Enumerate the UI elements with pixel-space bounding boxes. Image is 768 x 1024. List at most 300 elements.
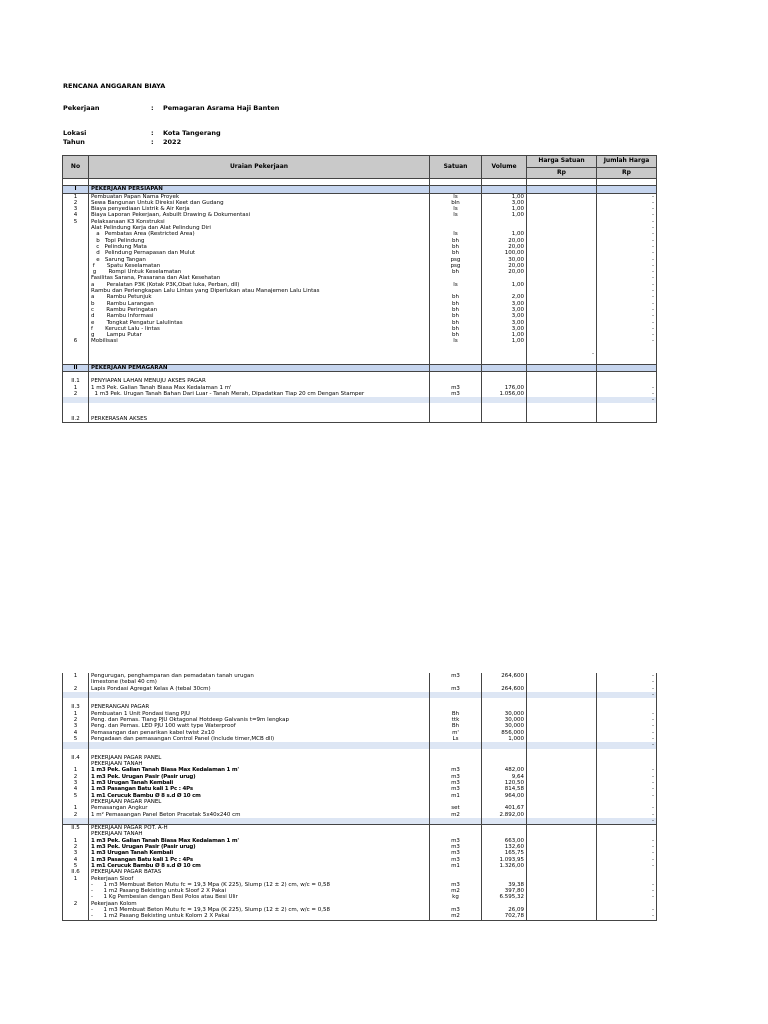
cell-no: 5 <box>63 863 89 869</box>
cell-satuan: Ls <box>430 736 482 742</box>
cell-uraian: limestone (tebal 40 cm) <box>89 679 430 685</box>
cell-satuan <box>430 371 482 378</box>
cell-satuan: bh <box>430 250 482 256</box>
cell-jumlah-harga <box>597 179 657 186</box>
cell-volume: 100,00 <box>482 250 527 256</box>
cell-satuan: m1 <box>430 793 482 799</box>
cell-uraian: 1 m1 Cerucuk Bambu Ø 8 s.d Ø 10 cm <box>89 793 430 799</box>
cell-satuan: bh <box>430 238 482 244</box>
cell-uraian: Pemasangan dan penarikan kabel twist 2x10 <box>89 730 430 736</box>
header-volume: Volume <box>482 156 527 179</box>
cell-jumlah-harga: - <box>597 313 657 319</box>
cell-satuan: m' <box>430 730 482 736</box>
cell-volume: 30,000 <box>482 717 527 723</box>
cell-uraian: - 1 Kg Pembesian dengan Besi Polos atau Besi Ulir <box>89 894 430 900</box>
cell-uraian: Pekerjaan Kolom <box>89 901 430 907</box>
cell-jumlah-harga: - <box>597 812 657 818</box>
cell-jumlah-harga: - <box>597 397 657 403</box>
cell-no: I <box>63 186 89 193</box>
section-row <box>63 186 657 193</box>
cell-satuan: m2 <box>430 812 482 818</box>
cell-jumlah-harga: - <box>597 301 657 307</box>
cell-no: II <box>63 364 89 371</box>
cell-volume: 1.093,95 <box>482 857 527 863</box>
header-rp: Rp <box>597 167 657 179</box>
cell-volume: 2,00 <box>482 294 527 300</box>
cell-jumlah-harga: - <box>597 200 657 206</box>
cell-volume: 1.326,00 <box>482 863 527 869</box>
lokasi-value: Kota Tangerang <box>163 129 221 137</box>
cell-volume: 3,00 <box>482 307 527 313</box>
cell-no <box>63 357 89 364</box>
cell-uraian: PEKERJAAN TANAH <box>89 761 430 767</box>
cell-volume: 401,67 <box>482 805 527 811</box>
cell-uraian: g Lampu Putar <box>89 332 430 338</box>
cell-satuan: bh <box>430 332 482 338</box>
cell-uraian: Mobilisasi <box>89 338 430 344</box>
header-rp: Rp <box>527 167 597 179</box>
info-lokasi <box>63 129 463 137</box>
cell-jumlah-harga: - <box>597 863 657 869</box>
cell-uraian: Pengurugan, penghamparan dan pemadatan tanah urugan <box>89 673 430 679</box>
cell-satuan: ls <box>430 338 482 344</box>
cell-volume: 814,58 <box>482 786 527 792</box>
colon: : <box>151 129 154 137</box>
cell-volume: 6.595,32 <box>482 894 527 900</box>
colon: : <box>151 138 154 146</box>
cell-uraian: 1 m3 Pek. Galian Tanah Biasa Max Kedalaman 1 m' <box>89 838 430 844</box>
cell-harga-satuan <box>527 416 597 423</box>
cell-satuan: m3 <box>430 786 482 792</box>
cell-jumlah-harga: - <box>597 786 657 792</box>
cell-volume: 20,00 <box>482 269 527 275</box>
cell-uraian: PENYIAPAN LAHAN MENUJU AKSES PAGAR <box>89 378 430 384</box>
cell-jumlah-harga: - <box>597 212 657 218</box>
cell-jumlah-harga: - <box>597 844 657 850</box>
cell-satuan: m1 <box>430 863 482 869</box>
cell-jumlah-harga: - <box>597 736 657 742</box>
cell-volume: 1,00 <box>482 212 527 218</box>
cell-volume: 3,00 <box>482 326 527 332</box>
cell-volume: 264,600 <box>482 673 527 679</box>
cell-jumlah-harga <box>597 357 657 364</box>
cell-no: 2 <box>63 717 89 723</box>
cell-uraian: a Pembatas Area (Restricted Area) <box>89 231 430 237</box>
cell-volume: 1,00 <box>482 231 527 237</box>
header-satuan: Satuan <box>430 156 482 179</box>
cell-jumlah-harga: - <box>597 250 657 256</box>
lokasi-label: Lokasi <box>63 129 87 137</box>
tahun-value: 2022 <box>163 138 182 146</box>
table-row <box>63 357 657 364</box>
cell-jumlah-harga: - <box>597 692 657 698</box>
cell-no: 3 <box>63 850 89 856</box>
cell-jumlah-harga: - <box>597 320 657 326</box>
cell-harga-satuan <box>527 186 597 193</box>
cell-satuan: kg <box>430 894 482 900</box>
cell-jumlah-harga: - <box>597 385 657 391</box>
cell-satuan: bh <box>430 301 482 307</box>
cell-no: 2 <box>63 901 89 907</box>
cell-uraian: 1 m1 Cerucuk Bambu Ø 8 s.d Ø 10 cm <box>89 863 430 869</box>
cell-uraian: Peng. dan Pemas. LED PJU 100 watt type Waterproof <box>89 723 430 729</box>
cell-no: II.5 <box>63 825 89 832</box>
cell-jumlah-harga: - <box>597 907 657 913</box>
cell-no: 3 <box>63 723 89 729</box>
cell-satuan: Bh <box>430 723 482 729</box>
cell-uraian: d Pelindung Pernapasan dan Mulut <box>89 250 430 256</box>
cell-no: 2 <box>63 200 89 206</box>
cell-harga-satuan <box>527 371 597 378</box>
cell-uraian: Fasilitas Sarana, Prasarana dan Alat Kesehatan <box>89 275 430 281</box>
cell-uraian: e Tongkat Pengatur Lalulintas <box>89 320 430 326</box>
cell-volume: 964,00 <box>482 793 527 799</box>
cell-uraian: Pembuatan 1 Unit Pondasi tiang PJU <box>89 711 430 717</box>
cell-volume: 176,00 <box>482 385 527 391</box>
cell-satuan <box>430 186 482 193</box>
cell-satuan: m2 <box>430 913 482 920</box>
cell-volume: 3,00 <box>482 200 527 206</box>
section-row <box>63 364 657 371</box>
cell-no: 4 <box>63 212 89 218</box>
cell-harga-satuan <box>527 193 597 200</box>
cell-satuan: ls <box>430 193 482 200</box>
budget-table-page-2 <box>62 673 657 921</box>
header-jumlah-harga: Jumlah Harga <box>597 156 657 168</box>
cell-jumlah-harga: - <box>597 225 657 231</box>
tahun-label: Tahun <box>63 138 85 146</box>
cell-jumlah-harga: - <box>597 838 657 844</box>
cell-jumlah-harga: - <box>597 774 657 780</box>
cell-jumlah-harga <box>597 371 657 378</box>
cell-volume: 120,50 <box>482 780 527 786</box>
cell-uraian: 1 m3 Pek. Galian Tanah Biasa Max Kedalaman 1 m' <box>89 385 430 391</box>
cell-no: 3 <box>63 780 89 786</box>
cell-satuan: m3 <box>430 385 482 391</box>
cell-satuan: ls <box>430 282 482 288</box>
info-pekerjaan <box>63 104 463 112</box>
cell-volume: 1,000 <box>482 736 527 742</box>
table-row <box>63 825 657 832</box>
header-uraian: Uraian Pekerjaan <box>89 156 430 179</box>
cell-volume: 30,00 <box>482 257 527 263</box>
cell-no <box>63 371 89 378</box>
cell-volume: 132,60 <box>482 844 527 850</box>
cell-jumlah-harga: - <box>597 793 657 799</box>
cell-no: 5 <box>63 736 89 742</box>
cell-uraian: PEKERJAAN PEMAGARAN <box>89 364 430 371</box>
cell-volume <box>482 186 527 193</box>
cell-uraian: Pelaksanaan K3 Konstruksi <box>89 219 430 225</box>
cell-uraian: PEKERJAAN TANAH <box>89 831 430 837</box>
cell-uraian: 1 m3 Pasangan Batu kali 1 Pc : 4Ps <box>89 857 430 863</box>
cell-no: 4 <box>63 786 89 792</box>
cell-uraian: 1 m3 Pek. Urugan Pasir (Pasir urug) <box>89 844 430 850</box>
cell-satuan: ls <box>430 231 482 237</box>
cell-uraian <box>89 371 430 378</box>
cell-uraian: 1 m² Pemasangan Panel Beton Pracetak 5x40x240 cm <box>89 812 430 818</box>
header-no: No <box>63 156 89 179</box>
cell-satuan: bh <box>430 326 482 332</box>
pekerjaan-label: Pekerjaan <box>63 104 100 112</box>
cell-jumlah-harga: - <box>597 282 657 288</box>
cell-uraian: 1 m3 Pek. Urugan Pasir (Pasir urug) <box>89 774 430 780</box>
cell-uraian: c Rambu Peringatan <box>89 307 430 313</box>
cell-jumlah-harga: - <box>597 263 657 269</box>
cell-satuan: bh <box>430 320 482 326</box>
cell-jumlah-harga: - <box>597 206 657 212</box>
cell-uraian: - 1 m3 Membuat Beton Mutu fc = 19,3 Mpa (K 225), Slump (12 ± 2) cm, w/c = 0,58 <box>89 882 430 888</box>
cell-uraian: f Kerucut Lalu - lintas <box>89 326 430 332</box>
cell-no: 2 <box>63 844 89 850</box>
cell-jumlah-harga: - <box>597 231 657 237</box>
cell-no: 6 <box>63 338 89 344</box>
cell-no: II.6 <box>63 869 89 875</box>
cell-jumlah-harga: - <box>597 730 657 736</box>
cell-no: 2 <box>63 391 89 397</box>
cell-no <box>63 818 89 825</box>
table-header-row <box>63 156 657 168</box>
cell-jumlah-harga <box>597 416 657 423</box>
cell-no: 1 <box>63 673 89 679</box>
cell-satuan: bh <box>430 294 482 300</box>
cell-no: 5 <box>63 793 89 799</box>
cell-jumlah-harga: - <box>597 244 657 250</box>
cell-uraian <box>89 179 430 186</box>
cell-jumlah-harga: - <box>597 723 657 729</box>
cell-uraian: g Rompi Untuk Keselamatan <box>89 269 430 275</box>
cell-volume: 3,00 <box>482 320 527 326</box>
cell-no: 3 <box>63 206 89 212</box>
colon: : <box>151 104 154 112</box>
cell-jumlah-harga: - <box>597 913 657 920</box>
cell-no: 2 <box>63 686 89 692</box>
cell-jumlah-harga: - <box>597 193 657 200</box>
cell-uraian: 1 m3 Pek. Urugan Tanah Bahan Dari Luar - Tanah Merah, Dipadatkan Tiap 20 cm Dengan Stamper <box>89 391 430 397</box>
cell-harga-satuan <box>527 913 597 920</box>
cell-volume: 165,75 <box>482 850 527 856</box>
cell-satuan: m3 <box>430 882 482 888</box>
cell-jumlah-harga: - <box>597 805 657 811</box>
cell-volume <box>482 364 527 371</box>
cell-uraian: d Rambu Informasi <box>89 313 430 319</box>
cell-jumlah-harga: - <box>597 686 657 692</box>
cell-jumlah-harga: - <box>597 767 657 773</box>
cell-satuan <box>430 357 482 364</box>
cell-uraian: Sewa Bangunan Untuk Direksi Keet dan Gudang <box>89 200 430 206</box>
cell-jumlah-harga: - <box>597 238 657 244</box>
cell-jumlah-harga: - <box>597 780 657 786</box>
cell-uraian: PEKERJAAN PERSIAPAN <box>89 186 430 193</box>
cell-volume: 30,000 <box>482 711 527 717</box>
cell-harga-satuan <box>527 825 597 832</box>
cell-jumlah-harga: - <box>597 818 657 825</box>
cell-volume: 1.056,00 <box>482 391 527 397</box>
table-row <box>63 416 657 423</box>
header-harga-satuan: Harga Satuan <box>527 156 597 168</box>
cell-satuan: m3 <box>430 774 482 780</box>
cell-no: 1 <box>63 385 89 391</box>
cell-volume <box>482 818 527 825</box>
document-title: RENCANA ANGGARAN BIAYA <box>63 82 166 90</box>
cell-uraian: 1 m3 Pasangan Batu kali 1 Pc : 4Ps <box>89 786 430 792</box>
cell-no: 2 <box>63 812 89 818</box>
cell-jumlah-harga: - <box>597 717 657 723</box>
cell-jumlah-harga <box>597 186 657 193</box>
cell-jumlah-harga: - <box>597 257 657 263</box>
cell-no: 2 <box>63 774 89 780</box>
table-row <box>63 193 657 200</box>
cell-satuan: ls <box>430 206 482 212</box>
cell-jumlah-harga: - <box>597 679 657 685</box>
cell-jumlah-harga: - <box>597 857 657 863</box>
cell-satuan: ttk <box>430 717 482 723</box>
cell-no: 1 <box>63 838 89 844</box>
cell-harga-satuan: - <box>527 351 597 357</box>
cell-volume <box>482 179 527 186</box>
cell-jumlah-harga: - <box>597 338 657 344</box>
cell-volume: 702,78 <box>482 913 527 920</box>
cell-uraian: Lapis Pondasi Agregat Kelas A (tebal 30cm) <box>89 686 430 692</box>
cell-satuan <box>430 179 482 186</box>
budget-table-page-1 <box>62 155 657 423</box>
cell-uraian: Biaya penyediaan Listrik & Air Kerja <box>89 206 430 212</box>
cell-no: 4 <box>63 730 89 736</box>
cell-jumlah-harga: - <box>597 888 657 894</box>
cell-volume: 1,00 <box>482 338 527 344</box>
cell-harga-satuan <box>527 357 597 364</box>
cell-volume: 39,38 <box>482 882 527 888</box>
cell-volume: 1,00 <box>482 282 527 288</box>
cell-jumlah-harga: - <box>597 294 657 300</box>
cell-no <box>63 913 89 920</box>
cell-volume <box>482 416 527 423</box>
table-row <box>63 179 657 186</box>
cell-no: 1 <box>63 767 89 773</box>
info-tahun <box>63 138 463 146</box>
cell-volume: 482,00 <box>482 767 527 773</box>
cell-jumlah-harga <box>597 364 657 371</box>
cell-no <box>63 179 89 186</box>
cell-uraian: 1 m3 Urugan Tanah Kembali <box>89 780 430 786</box>
cell-volume: 9,64 <box>482 774 527 780</box>
cell-no: II.3 <box>63 704 89 710</box>
cell-jumlah-harga: - <box>597 326 657 332</box>
cell-jumlah-harga: - <box>597 850 657 856</box>
cell-jumlah-harga: - <box>597 307 657 313</box>
cell-uraian: PENERANGAN PAGAR <box>89 704 430 710</box>
cell-uraian: - 1 m3 Membuat Beton Mutu fc = 19,3 Mpa (K 225), Slump (12 ± 2) cm, w/c = 0,58 <box>89 907 430 913</box>
cell-uraian: e Sarung Tangan <box>89 257 430 263</box>
table-row <box>63 913 657 920</box>
cell-no: 1 <box>63 193 89 200</box>
cell-jumlah-harga: - <box>597 332 657 338</box>
cell-harga-satuan <box>527 179 597 186</box>
cell-satuan: m3 <box>430 767 482 773</box>
cell-satuan: bh <box>430 244 482 250</box>
cell-satuan: m3 <box>430 780 482 786</box>
cell-uraian: Pemasangan Angkur <box>89 805 430 811</box>
cell-jumlah-harga: - <box>597 882 657 888</box>
cell-jumlah-harga <box>597 825 657 832</box>
cell-volume: 264,600 <box>482 686 527 692</box>
cell-satuan: m3 <box>430 838 482 844</box>
cell-no: 1 <box>63 805 89 811</box>
cell-uraian: Pembuatan Papan Nama Proyek <box>89 193 430 200</box>
cell-satuan: m3 <box>430 686 482 692</box>
cell-uraian: a Peralatan P3K (Kotak P3K,Obat luka, Perban, dll) <box>89 282 430 288</box>
cell-uraian: 1 m3 Pek. Galian Tanah Biasa Max Kedalaman 1 m' <box>89 767 430 773</box>
cell-uraian: Pekerjaan Sloof <box>89 876 430 882</box>
cell-volume: 1,00 <box>482 193 527 200</box>
table-row <box>63 371 657 378</box>
cell-satuan: ls <box>430 212 482 218</box>
cell-satuan: psg <box>430 263 482 269</box>
cell-no: II.1 <box>63 378 89 384</box>
cell-satuan: m2 <box>430 888 482 894</box>
cell-jumlah-harga: - <box>597 673 657 679</box>
cell-satuan: bh <box>430 307 482 313</box>
cell-uraian: PEKERJAAN PAGAR POT. A-H <box>89 825 430 832</box>
cell-volume: 20,00 <box>482 238 527 244</box>
cell-jumlah-harga: - <box>597 275 657 281</box>
pekerjaan-value: Pemagaran Asrama Haji Banten <box>163 104 280 112</box>
cell-satuan: bh <box>430 313 482 319</box>
cell-no: 1 <box>63 711 89 717</box>
cell-satuan: bh <box>430 269 482 275</box>
cell-uraian: Alat Pelindung Kerja dan Alat Pelindung Diri <box>89 225 430 231</box>
cell-harga-satuan <box>527 818 597 825</box>
cell-satuan: Bh <box>430 711 482 717</box>
cell-no: 5 <box>63 219 89 225</box>
cell-uraian: a Rambu Petunjuk <box>89 294 430 300</box>
cell-volume: 20,00 <box>482 263 527 269</box>
cell-uraian <box>89 357 430 364</box>
cell-jumlah-harga: - <box>597 894 657 900</box>
cell-satuan: m3 <box>430 391 482 397</box>
cell-uraian: Pengadaan dan pemasangan Control Panel (Include timer,MCB dll) <box>89 736 430 742</box>
cell-uraian: b Rambu Larangan <box>89 301 430 307</box>
cell-uraian: PERKERASAN AKSES <box>89 416 430 423</box>
subtotal-row <box>63 818 657 825</box>
cell-uraian: Biaya Laporan Pekerjaan, Asbuilt Drawing & Dokumentasi <box>89 212 430 218</box>
cell-satuan: m3 <box>430 907 482 913</box>
cell-satuan <box>430 818 482 825</box>
cell-jumlah-harga: - <box>597 219 657 225</box>
cell-satuan <box>430 364 482 371</box>
cell-uraian: f Spatu Keselamatan <box>89 263 430 269</box>
cell-uraian: - 1 m2 Pasang Bekisting untuk Sloof 2 X Pakai <box>89 888 430 894</box>
cell-satuan <box>430 825 482 832</box>
cell-jumlah-harga: - <box>597 391 657 397</box>
cell-volume: 26,09 <box>482 907 527 913</box>
cell-no: II.4 <box>63 755 89 761</box>
cell-no: 4 <box>63 857 89 863</box>
cell-satuan: bln <box>430 200 482 206</box>
cell-volume: 1,00 <box>482 206 527 212</box>
cell-volume: 3,00 <box>482 313 527 319</box>
cell-jumlah-harga: - <box>597 711 657 717</box>
cell-volume: 397,80 <box>482 888 527 894</box>
cell-uraian: PEKERJAAN PAGAR PANEL <box>89 755 430 761</box>
cell-satuan: set <box>430 805 482 811</box>
cell-volume <box>482 825 527 832</box>
cell-jumlah-harga: - <box>597 269 657 275</box>
cell-no: II.2 <box>63 416 89 423</box>
cell-jumlah-harga: - <box>597 742 657 748</box>
cell-uraian: Rambu dan Perlengkapan Lalu Lintas yang Diperlukan atau Manajemen Lalu Lintas <box>89 288 430 294</box>
cell-uraian: PEKERJAAN PAGAR PANEL <box>89 799 430 805</box>
